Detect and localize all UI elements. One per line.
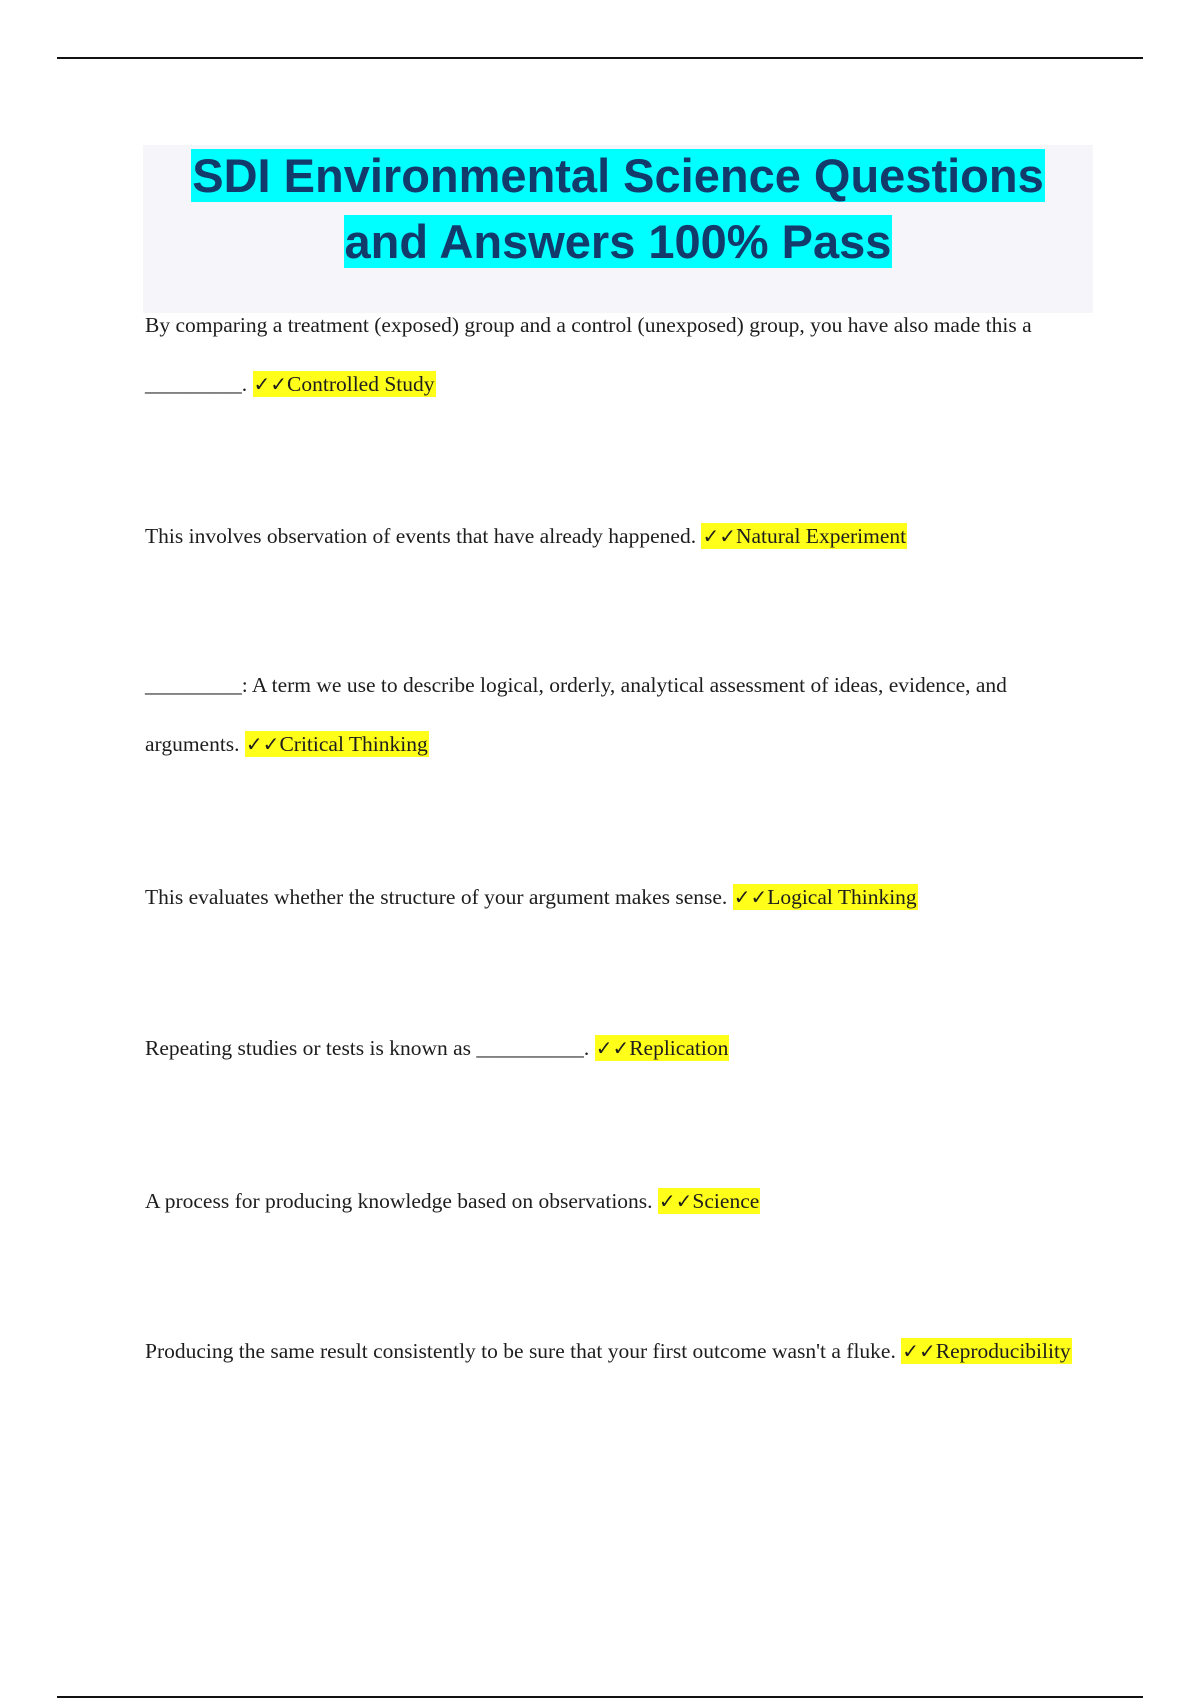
question-text: _________: A term we use to describe logical, orderly, analytical assessment of ideas, evidence, and arguments. — [145, 673, 1007, 756]
top-rule — [57, 57, 1143, 59]
check-icon: ✓✓ — [658, 1189, 693, 1213]
qa-item-7 — [145, 1322, 1095, 1381]
check-icon: ✓✓ — [702, 524, 736, 548]
page-title-line-2: and Answers 100% Pass — [344, 215, 892, 268]
bottom-rule — [57, 1696, 1143, 1698]
answer-highlight — [733, 884, 918, 910]
answer-text: Replication — [629, 1036, 729, 1060]
title-block — [143, 145, 1093, 313]
qa-item-3 — [145, 656, 1095, 774]
question-text: Repeating studies or tests is known as __________. — [145, 1036, 590, 1060]
qa-item-6 — [145, 1172, 1095, 1231]
check-icon: ✓✓ — [733, 885, 768, 909]
answer-text: Reproducibility — [935, 1339, 1071, 1363]
qa-item-1 — [145, 296, 1095, 414]
answer-highlight — [245, 731, 429, 757]
answer-highlight — [658, 1188, 760, 1214]
answer-text: Logical Thinking — [767, 885, 917, 909]
qa-item-2 — [145, 507, 1095, 566]
qa-item-5 — [145, 1019, 1095, 1078]
question-text: By comparing a treatment (exposed) group and a control (unexposed) group, you have also made this a _________. — [145, 313, 1032, 396]
page-title-line-1: SDI Environmental Science Questions — [192, 149, 1044, 202]
answer-highlight — [595, 1035, 730, 1061]
answer-highlight — [901, 1338, 1071, 1364]
question-text: A process for producing knowledge based on observations. — [145, 1189, 653, 1213]
question-text: This involves observation of events that have already happened. — [145, 524, 697, 548]
check-icon: ✓✓ — [253, 372, 288, 396]
check-icon: ✓✓ — [595, 1036, 630, 1060]
question-text: Producing the same result consistently to be sure that your first outcome wasn't a fluke. — [145, 1339, 896, 1363]
answer-highlight — [701, 523, 907, 549]
answer-highlight — [253, 371, 436, 397]
answer-text: Natural Experiment — [735, 524, 907, 548]
answer-text: Science — [692, 1189, 760, 1213]
check-icon: ✓✓ — [902, 1339, 936, 1363]
answer-text: Controlled Study — [287, 372, 435, 396]
check-icon: ✓✓ — [245, 732, 280, 756]
question-text: This evaluates whether the structure of your argument makes sense. — [145, 885, 728, 909]
qa-item-4 — [145, 868, 1095, 927]
answer-text: Critical Thinking — [279, 732, 428, 756]
